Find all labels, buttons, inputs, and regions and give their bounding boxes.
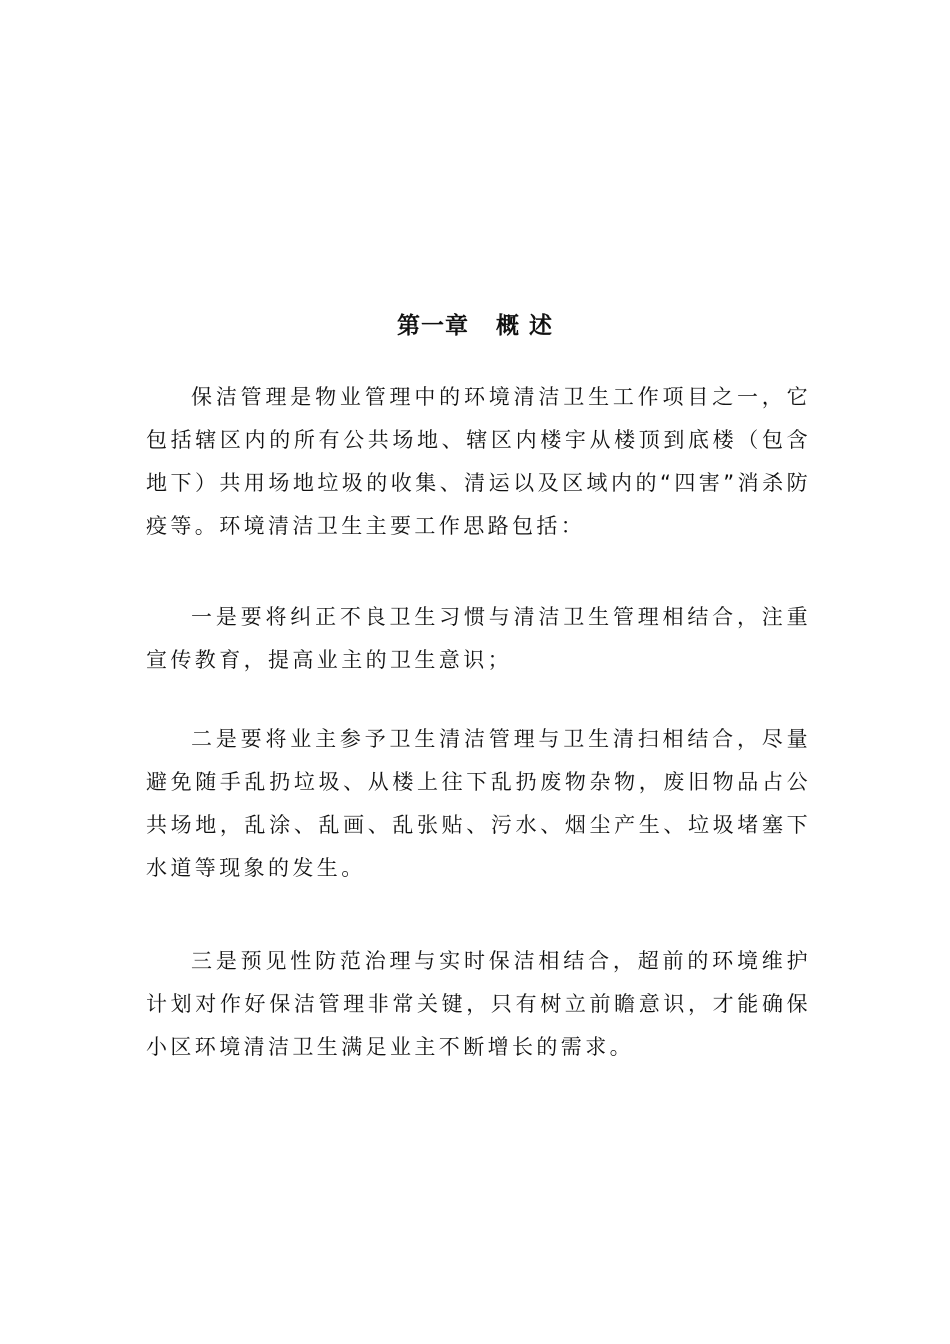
paragraph-point-two: 二是要将业主参予卫生清洁管理与卫生清扫相结合，尽量避免随手乱扔垃圾、从楼上往下乱扔废物杂物，废旧物品占公共场地，乱涂、乱画、乱张贴、污水、烟尘产生、垃圾堵塞下水道等现象的发生。 bbox=[146, 727, 811, 880]
paragraph-overview: 保洁管理是物业管理中的环境清洁卫生工作项目之一，它包括辖区内的所有公共场地、辖区内楼宇从楼顶到底楼（包含地下）共用场地垃圾的收集、清运以及区域内的“四害”消杀防疫等。环境清洁卫生主要工作思路包括： bbox=[146, 385, 811, 538]
paragraph-point-one: 一是要将纠正不良卫生习惯与清洁卫生管理相结合，注重宣传教育，提高业主的卫生意识； bbox=[146, 605, 811, 672]
paragraph-point-three: 三是预见性防范治理与实时保洁相结合，超前的环境维护计划对作好保洁管理非常关键，只有树立前瞻意识，才能确保小区环境清洁卫生满足业主不断增长的需求。 bbox=[146, 949, 811, 1059]
chapter-title: 第一章 概 述 bbox=[396, 313, 554, 339]
